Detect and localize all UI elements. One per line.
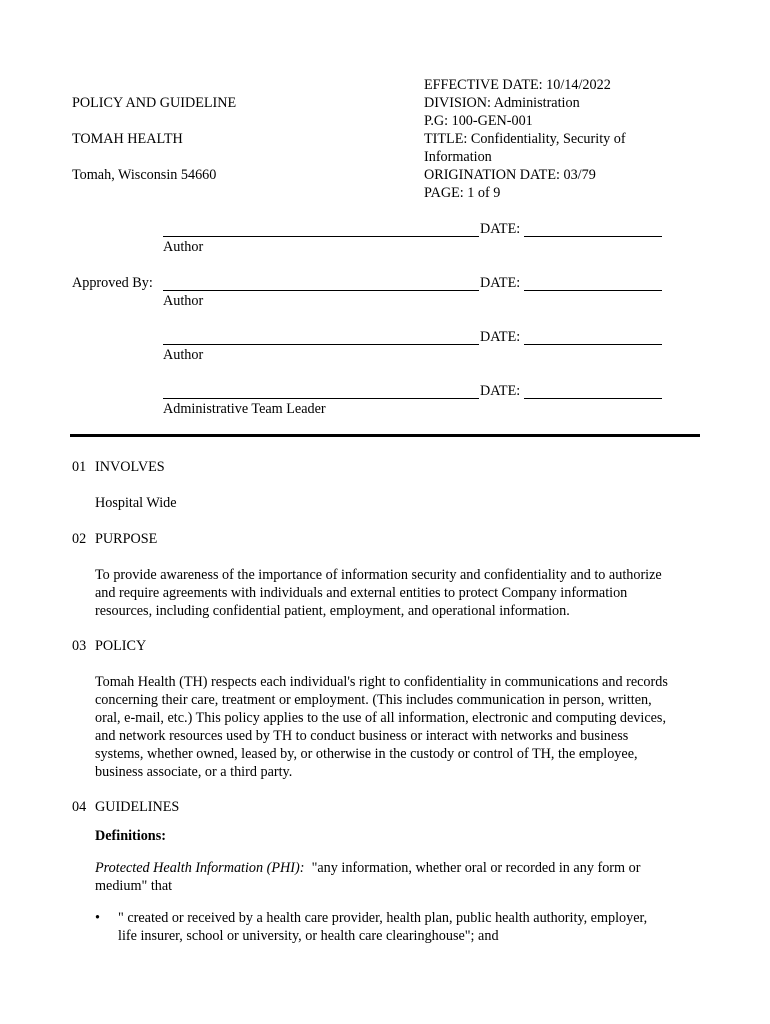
paragraph-line: and require agreements with individuals and external entities to protect Company information bbox=[95, 585, 628, 601]
section-number: 03 bbox=[72, 638, 87, 654]
list-item-text bbox=[118, 909, 702, 945]
signature-row-4 bbox=[0, 382, 770, 418]
date-label: DATE: bbox=[480, 329, 521, 345]
list-item bbox=[95, 909, 702, 945]
paragraph-line: business associate, or a third party. bbox=[95, 764, 293, 780]
section-title: POLICY bbox=[95, 638, 147, 654]
policy-paragraph bbox=[95, 673, 702, 781]
date-line bbox=[524, 344, 662, 345]
paragraph-line: resources, including confidential patient, employment, and operational information. bbox=[95, 603, 570, 619]
purpose-paragraph bbox=[95, 566, 702, 620]
section-title: INVOLVES bbox=[95, 459, 165, 475]
effective-date: EFFECTIVE DATE: 10/14/2022 bbox=[424, 77, 611, 93]
date-label: DATE: bbox=[480, 383, 521, 399]
section-number: 01 bbox=[72, 459, 87, 475]
header-divider bbox=[70, 434, 700, 437]
paragraph-line: concerning their care, treatment or employment. (This includes communication in person, written, bbox=[95, 692, 652, 708]
origination-date: ORIGINATION DATE: 03/79 bbox=[424, 167, 596, 183]
signature-line bbox=[163, 344, 479, 345]
paragraph-line: systems, whether owned, leased by, or otherwise in the custody or control of TH, the employee, bbox=[95, 746, 638, 762]
page-number: PAGE: 1 of 9 bbox=[424, 185, 501, 201]
date-line bbox=[524, 290, 662, 291]
section-heading-policy bbox=[72, 637, 702, 655]
signature-role: Author bbox=[163, 293, 204, 309]
document-body bbox=[72, 458, 702, 945]
signature-role: Author bbox=[163, 239, 204, 255]
section-heading-involves bbox=[72, 458, 702, 476]
date-label: DATE: bbox=[480, 275, 521, 291]
phi-definition-line: medium" that bbox=[95, 878, 173, 894]
paragraph-line: oral, e-mail, etc.) This policy applies to the use of all information, electronic and computing devices, bbox=[95, 710, 667, 726]
list-item-line: " created or received by a health care provider, health plan, public health authority, employer, bbox=[118, 910, 648, 926]
policy-title-line2: Information bbox=[424, 149, 492, 165]
section-number: 02 bbox=[72, 531, 87, 547]
paragraph-line: Tomah Health (TH) respects each individual's right to confidentiality in communications and records bbox=[95, 674, 668, 690]
section-heading-purpose bbox=[72, 530, 702, 548]
section-title: PURPOSE bbox=[95, 531, 158, 547]
date-line bbox=[524, 398, 662, 399]
signature-role: Administrative Team Leader bbox=[163, 401, 326, 417]
organization-name: TOMAH HEALTH bbox=[72, 131, 183, 147]
policy-number: P.G: 100-GEN-001 bbox=[424, 113, 533, 129]
date-label: DATE: bbox=[480, 221, 521, 237]
phi-definition-text: "any information, whether oral or recorded in any form or bbox=[304, 860, 641, 876]
paragraph-line: To provide awareness of the importance of information security and confidentiality and to authorize bbox=[95, 567, 662, 583]
section-number: 04 bbox=[72, 799, 87, 815]
list-item-line: life insurer, school or university, or health care clearinghouse"; and bbox=[118, 928, 499, 944]
phi-definition bbox=[95, 859, 702, 895]
involves-text: Hospital Wide bbox=[95, 495, 177, 511]
header-left bbox=[72, 94, 392, 184]
division: DIVISION: Administration bbox=[424, 95, 580, 111]
phi-term: Protected Health Information (PHI): bbox=[95, 860, 305, 876]
paragraph-line: and network resources used by TH to conduct business or interact with networks and business bbox=[95, 728, 629, 744]
date-line bbox=[524, 236, 662, 237]
signature-line bbox=[163, 290, 479, 291]
signature-row-2 bbox=[0, 274, 770, 310]
organization-location: Tomah, Wisconsin 54660 bbox=[72, 167, 217, 183]
header-right bbox=[424, 76, 724, 202]
policy-title-line1: TITLE: Confidentiality, Security of bbox=[424, 131, 626, 147]
bullet-icon: • bbox=[95, 910, 100, 926]
section-title: GUIDELINES bbox=[95, 799, 180, 815]
signature-line bbox=[163, 236, 479, 237]
signature-line bbox=[163, 398, 479, 399]
doc-type: POLICY AND GUIDELINE bbox=[72, 95, 237, 111]
signature-row-1 bbox=[0, 220, 770, 256]
definitions-heading: Definitions: bbox=[95, 828, 166, 844]
approved-by-label: Approved By: bbox=[72, 275, 153, 291]
phi-definition-line bbox=[95, 859, 702, 877]
signature-row-3 bbox=[0, 328, 770, 364]
signature-role: Author bbox=[163, 347, 204, 363]
section-heading-guidelines bbox=[72, 798, 702, 816]
